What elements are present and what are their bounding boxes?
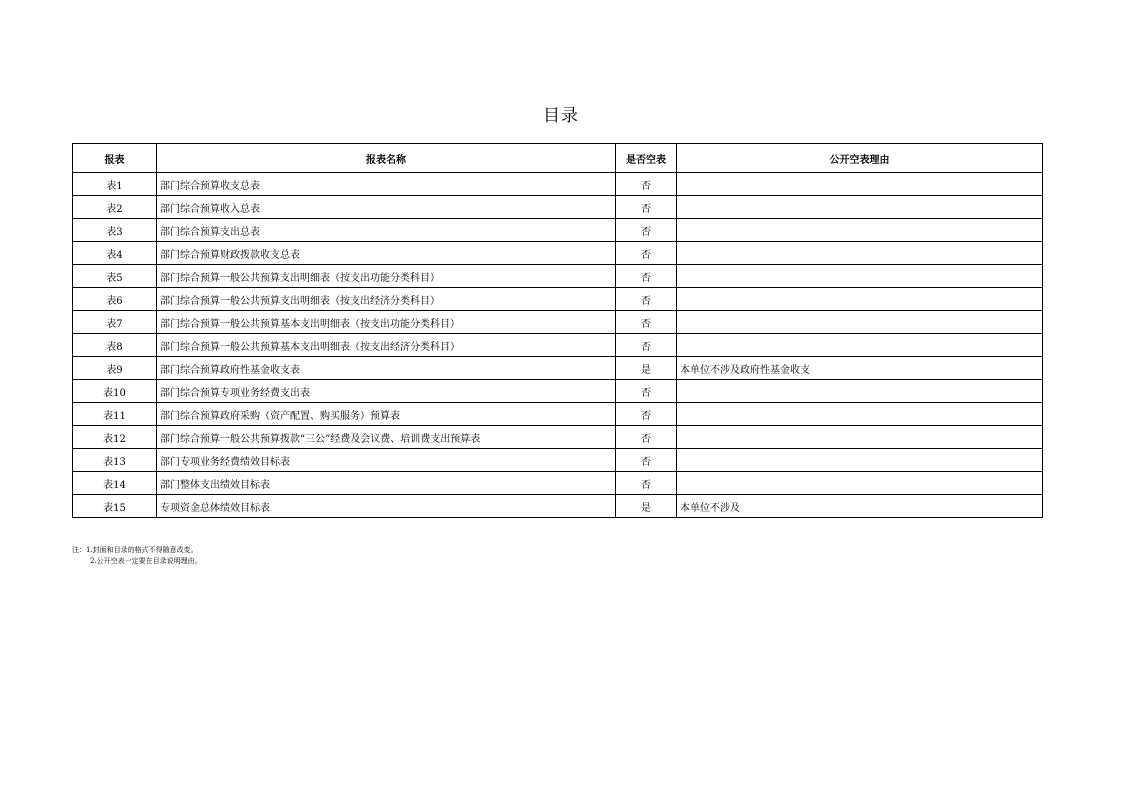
cell-reason — [677, 242, 1043, 265]
cell-report-id: 表12 — [73, 426, 157, 449]
cell-report-id: 表3 — [73, 219, 157, 242]
table-row — [73, 380, 1043, 403]
cell-report-name: 部门整体支出绩效目标表 — [157, 472, 616, 495]
cell-report-id: 表7 — [73, 311, 157, 334]
cell-is-empty: 是 — [616, 495, 677, 518]
cell-report-name: 部门综合预算一般公共预算拨款“三公”经费及会议费、培训费支出预算表 — [157, 426, 616, 449]
table-row — [73, 403, 1043, 426]
cell-reason — [677, 472, 1043, 495]
page-title: 目录 — [543, 106, 579, 126]
footnotes — [72, 545, 202, 567]
cell-report-name: 部门专项业务经费绩效目标表 — [157, 449, 616, 472]
header-report: 报表 — [73, 144, 157, 173]
table-row — [73, 495, 1043, 518]
cell-report-id: 表4 — [73, 242, 157, 265]
cell-report-name: 部门综合预算专项业务经费支出表 — [157, 380, 616, 403]
cell-reason — [677, 380, 1043, 403]
cell-report-id: 表2 — [73, 196, 157, 219]
cell-report-name: 部门综合预算一般公共预算支出明细表（按支出经济分类科目） — [157, 288, 616, 311]
cell-is-empty: 否 — [616, 196, 677, 219]
cell-reason — [677, 311, 1043, 334]
cell-report-id: 表13 — [73, 449, 157, 472]
cell-reason — [677, 288, 1043, 311]
cell-report-id: 表14 — [73, 472, 157, 495]
cell-is-empty: 否 — [616, 173, 677, 196]
cell-report-id: 表6 — [73, 288, 157, 311]
cell-is-empty: 否 — [616, 426, 677, 449]
table-row — [73, 334, 1043, 357]
cell-reason: 本单位不涉及政府性基金收支 — [677, 357, 1043, 380]
header-empty-reason: 公开空表理由 — [677, 144, 1043, 173]
toc-table — [72, 143, 1043, 518]
cell-is-empty: 否 — [616, 334, 677, 357]
footnote-2: 2.公开空表一定要在目录说明理由。 — [90, 557, 202, 565]
cell-is-empty: 否 — [616, 472, 677, 495]
cell-reason — [677, 173, 1043, 196]
table-row — [73, 357, 1043, 380]
cell-is-empty: 否 — [616, 311, 677, 334]
cell-report-id: 表11 — [73, 403, 157, 426]
cell-report-name: 部门综合预算政府性基金收支表 — [157, 357, 616, 380]
cell-reason — [677, 334, 1043, 357]
cell-report-name: 部门综合预算收支总表 — [157, 173, 616, 196]
cell-report-name: 部门综合预算支出总表 — [157, 219, 616, 242]
cell-reason — [677, 426, 1043, 449]
cell-is-empty: 否 — [616, 242, 677, 265]
table-row — [73, 173, 1043, 196]
cell-report-name: 专项资金总体绩效目标表 — [157, 495, 616, 518]
table-row — [73, 196, 1043, 219]
cell-report-id: 表9 — [73, 357, 157, 380]
cell-reason — [677, 403, 1043, 426]
cell-report-name: 部门综合预算一般公共预算基本支出明细表（按支出经济分类科目） — [157, 334, 616, 357]
cell-is-empty: 否 — [616, 449, 677, 472]
cell-is-empty: 否 — [616, 265, 677, 288]
table-row — [73, 472, 1043, 495]
header-is-empty: 是否空表 — [616, 144, 677, 173]
table-row — [73, 242, 1043, 265]
footnote-1: 注：1.封面和目录的格式不得随意改变。 — [72, 546, 198, 554]
cell-report-name: 部门综合预算一般公共预算基本支出明细表（按支出功能分类科目） — [157, 311, 616, 334]
cell-reason — [677, 196, 1043, 219]
table-row — [73, 265, 1043, 288]
cell-reason — [677, 265, 1043, 288]
cell-report-id: 表15 — [73, 495, 157, 518]
cell-reason — [677, 449, 1043, 472]
cell-report-id: 表8 — [73, 334, 157, 357]
table-row — [73, 449, 1043, 472]
header-report-name: 报表名称 — [157, 144, 616, 173]
table-row — [73, 219, 1043, 242]
cell-reason — [677, 219, 1043, 242]
cell-report-name: 部门综合预算一般公共预算支出明细表（按支出功能分类科目） — [157, 265, 616, 288]
cell-is-empty: 是 — [616, 357, 677, 380]
cell-report-name: 部门综合预算财政拨款收支总表 — [157, 242, 616, 265]
cell-report-name: 部门综合预算政府采购（资产配置、购买服务）预算表 — [157, 403, 616, 426]
cell-report-id: 表1 — [73, 173, 157, 196]
cell-report-id: 表5 — [73, 265, 157, 288]
table-row — [73, 426, 1043, 449]
cell-report-name: 部门综合预算收入总表 — [157, 196, 616, 219]
cell-is-empty: 否 — [616, 403, 677, 426]
cell-is-empty: 否 — [616, 288, 677, 311]
cell-is-empty: 否 — [616, 219, 677, 242]
table-row — [73, 288, 1043, 311]
cell-report-id: 表10 — [73, 380, 157, 403]
table-row — [73, 311, 1043, 334]
table-header-row — [73, 144, 1043, 173]
cell-reason: 本单位不涉及 — [677, 495, 1043, 518]
cell-is-empty: 否 — [616, 380, 677, 403]
